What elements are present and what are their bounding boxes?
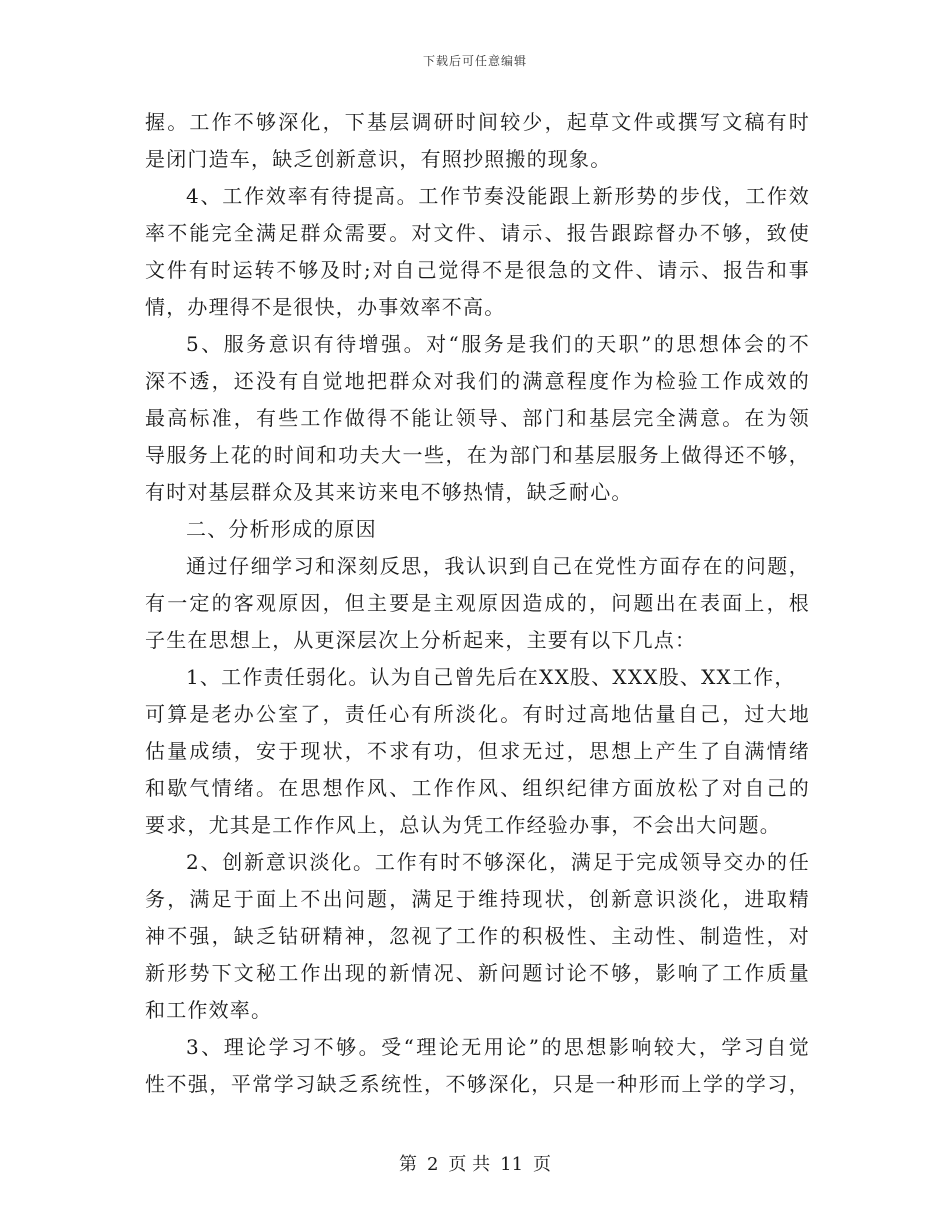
body-line-6: 情，办理得不是很快，办事效率不高。 [145, 295, 506, 319]
body-line-26: 3、理论学习不够。受“理论无用论”的思想影响较大，学习自觉 [186, 1035, 810, 1059]
body-line-24: 新形势下文秘工作出现的新情况、新问题讨论不够，影响了工作质量 [145, 961, 810, 985]
body-line-25: 和工作效率。 [145, 998, 273, 1022]
page-footer [0, 1150, 950, 1176]
body-line-7: 5、服务意识有待增强。对“服务是我们的天职”的思想体会的不 [186, 332, 810, 356]
body-line-5: 文件有时运转不够及时;对自己觉得不是很急的文件、请示、报告和事 [145, 258, 810, 282]
body-line-17: 可算是老办公室了，责任心有所淡化。有时过高地估量自己，过大地 [145, 702, 810, 726]
body-line-20: 要求，尤其是工作作风上，总认为凭工作经验办事，不会出大问题。 [145, 813, 781, 837]
body-line-21: 2、创新意识淡化。工作有时不够深化，满足于完成领导交办的任 [186, 850, 810, 874]
page-header-note: 下载后可任意编辑 [422, 54, 527, 68]
body-line-16: 1、工作责任弱化。认为自己曾先后在XX股、XXX股、XX工作， [186, 665, 796, 689]
body-line-13: 通过仔细学习和深刻反思，我认识到自己在党性方面存在的问题， [186, 554, 810, 578]
body-line-19: 和歇气情绪。在思想作风、工作作风、组织纪律方面放松了对自己的 [145, 776, 810, 800]
footer-total-pages: 11 [500, 1154, 524, 1175]
footer-prefix: 第 [398, 1154, 417, 1175]
body-line-4: 率不能完全满足群众需要。对文件、请示、报告跟踪督办不够，致使 [145, 221, 810, 245]
body-line-8: 深不透，还没有自觉地把群众对我们的满意程度作为检验工作成效的 [145, 369, 810, 393]
footer-suffix: 页 [533, 1154, 552, 1175]
body-line-14: 有一定的客观原因，但主要是主观原因造成的，问题出在表面上，根 [145, 591, 810, 615]
body-line-9: 最高标准，有些工作做得不能让领导、部门和基层完全满意。在为领 [145, 406, 810, 430]
body-line-3: 4、工作效率有待提高。工作节奏没能跟上新形势的步伐，工作效 [186, 184, 810, 208]
body-line-27: 性不强，平常学习缺乏系统性，不够深化，只是一种形而上学的学习， [145, 1072, 810, 1096]
body-line-2: 是闭门造车，缺乏创新意识，有照抄照搬的现象。 [145, 147, 612, 171]
body-line-10: 导服务上花的时间和功夫大一些，在为部门和基层服务上做得还不够， [145, 443, 810, 467]
body-line-22: 务，满足于面上不出问题，满足于维持现状，创新意识淡化，进取精 [145, 887, 810, 911]
footer-current-page: 2 [426, 1154, 439, 1175]
body-line-1: 握。工作不够深化，下基层调研时间较少，起草文件或撰写文稿有时 [145, 110, 810, 134]
body-line-15: 子生在思想上，从更深层次上分析起来，主要有以下几点： [145, 628, 697, 652]
section-heading: 二、分析形成的原因 [186, 517, 377, 541]
body-line-11: 有时对基层群众及其来访来电不够热情，缺乏耐心。 [145, 480, 633, 504]
body-line-18: 估量成绩，安于现状，不求有功，但求无过，思想上产生了自满情绪 [145, 739, 810, 763]
footer-middle: 页 共 [448, 1154, 491, 1175]
body-line-23: 神不强，缺乏钻研精神，忽视了工作的积极性、主动性、制造性，对 [145, 924, 810, 948]
document-body [145, 104, 810, 1103]
